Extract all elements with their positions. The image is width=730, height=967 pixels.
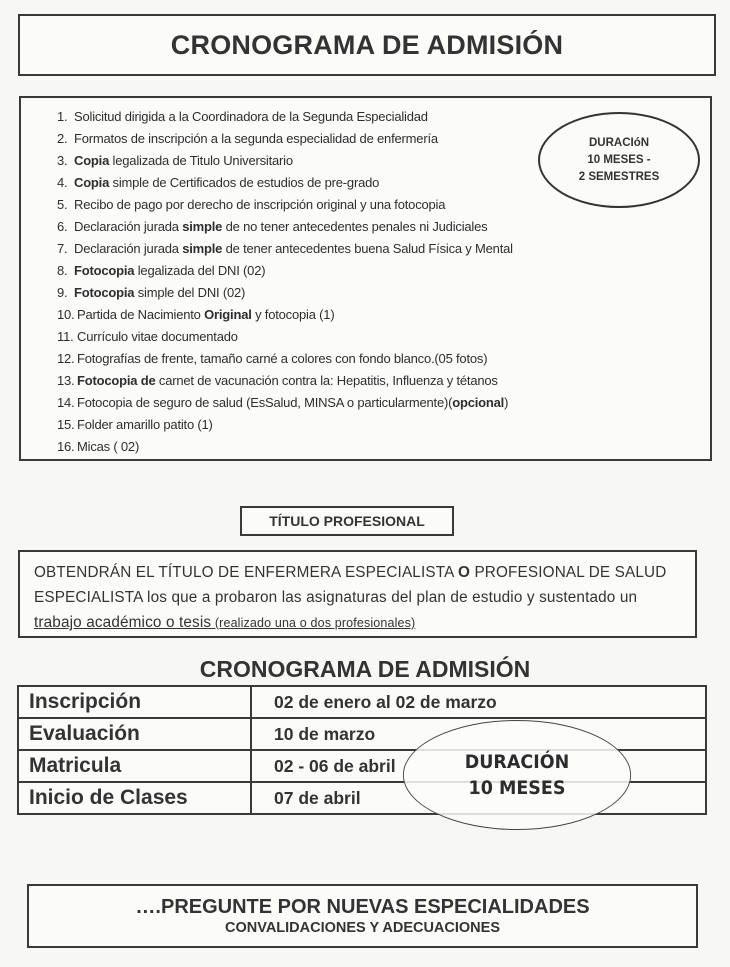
list-item: 15. Folder amarillo patito (1)	[57, 417, 213, 432]
list-item: 7. Declaración jurada simple de tener antecedentes buena Salud Física y Mental	[57, 241, 513, 256]
list-item: 6. Declaración jurada simple de no tener antecedentes penales ni Judiciales	[57, 219, 488, 234]
duration-badge	[538, 112, 700, 208]
schedule-label: Inscripción	[18, 686, 251, 718]
list-item: 13. Fotocopia de carnet de vacunación contra la: Hepatitis, Influenza y tétanos	[57, 373, 498, 388]
footer-headline: ….PREGUNTE POR NUEVAS ESPECIALIDADES	[135, 896, 590, 918]
list-item: 12. Fotografías de frente, tamaño carné a colores con fondo blanco.(05 fotos)	[57, 351, 488, 366]
section-label: TÍTULO PROFESIONAL	[240, 506, 454, 536]
list-item: 2. Formatos de inscripción a la segunda especialidad de enfermería	[57, 131, 438, 146]
footer-box	[27, 884, 698, 948]
list-item: 1. Solicitud dirigida a la Coordinadora de la Segunda Especialidad	[57, 109, 428, 124]
list-item: 14. Fotocopia de seguro de salud (EsSalud, MINSA o particularmente)(opcional)	[57, 395, 509, 410]
list-item: 4. Copia simple de Certificados de estudios de pre-grado	[57, 175, 380, 190]
header-box	[18, 14, 716, 76]
footer-subline: CONVALIDACIONES Y ADECUACIONES	[225, 920, 500, 936]
table-row	[18, 686, 706, 718]
schedule-value: 02 - 06 de abril	[251, 750, 706, 782]
duration-oval	[403, 720, 631, 830]
duration-title: DURACIóN	[588, 136, 650, 149]
list-item: 8. Fotocopia legalizada del DNI (02)	[57, 263, 266, 278]
title-description: OBTENDRÁN EL TÍTULO DE ENFERMERA ESPECIALISTA O PROFESIONAL DE SALUD ESPECIALISTA los que a probaron las asignaturas del plan de estudio y sustentado un trabajo académico o tesis (realizado una o dos profesionales)	[34, 564, 667, 631]
schedule-label: Matricula	[18, 750, 251, 782]
list-item: 9. Fotocopia simple del DNI (02)	[57, 285, 246, 300]
list-item: 5. Recibo de pago por derecho de inscripción original y una fotocopia	[57, 197, 446, 212]
list-item: 11. Currículo vitae documentado	[57, 329, 238, 344]
duration-months: 10 MESES -	[587, 153, 651, 166]
list-item: 16. Micas ( 02)	[57, 439, 140, 454]
schedule-label: Evaluación	[18, 718, 251, 750]
schedule-value: 10 de marzo	[251, 718, 706, 750]
schedule-value: 07 de abril	[251, 782, 706, 814]
title-description-box	[18, 550, 697, 638]
page-title: CRONOGRAMA DE ADMISIÓN	[170, 29, 564, 60]
duration-oval-title: DURACIÓN	[464, 751, 570, 773]
schedule-heading: CRONOGRAMA DE ADMISIÓN	[199, 656, 531, 682]
list-item: 10. Partida de Nacimiento Original y fotocopia (1)	[57, 307, 335, 322]
schedule-value: 02 de enero al 02 de marzo	[251, 686, 706, 718]
duration-oval-months: 10 MESES	[468, 777, 566, 799]
list-item: 3. Copia legalizada de Titulo Universitario	[57, 153, 293, 168]
duration-semesters: 2 SEMESTRES	[578, 170, 660, 183]
requirements-list	[57, 106, 513, 458]
schedule-label: Inicio de Clases	[18, 782, 251, 814]
